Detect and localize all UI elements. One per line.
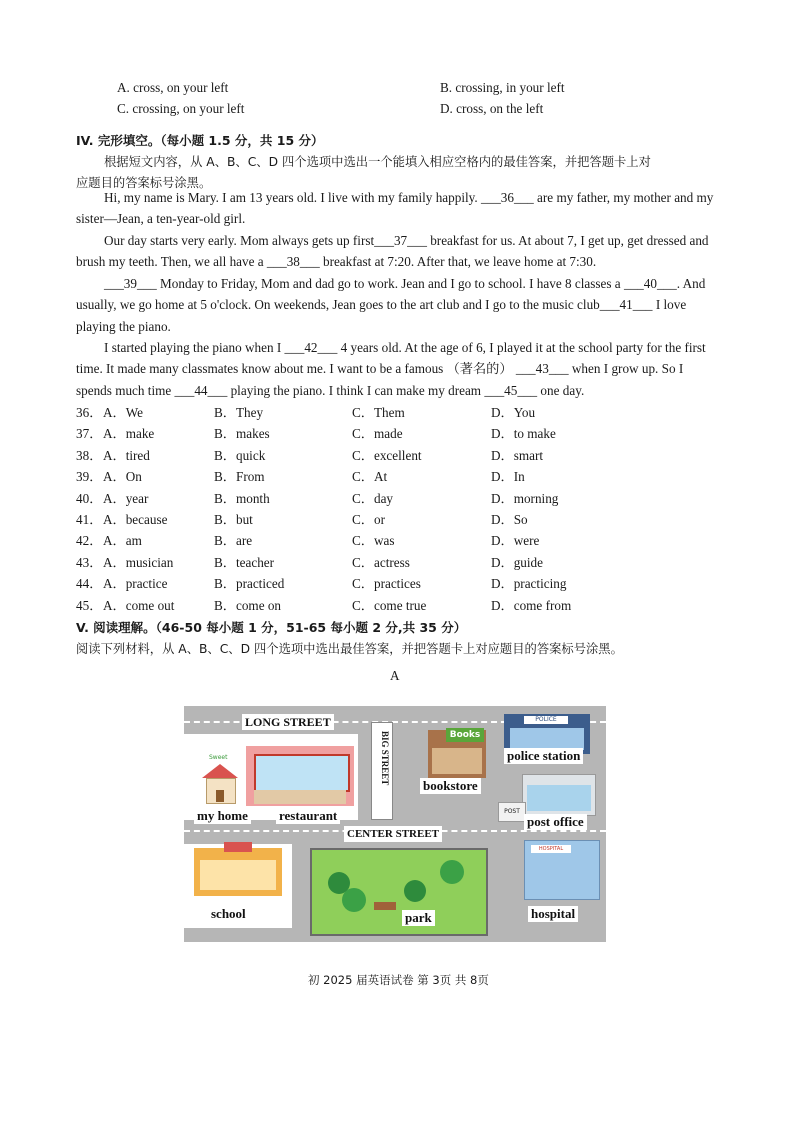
answer-option[interactable]: B．They bbox=[214, 405, 264, 420]
answer-option[interactable]: C．day bbox=[352, 490, 394, 506]
option-b-prev: B. crossing, in your left bbox=[440, 80, 565, 95]
answer-option[interactable]: C．or bbox=[352, 512, 385, 527]
answer-option[interactable]: B．quick bbox=[214, 447, 266, 463]
question-row bbox=[76, 423, 716, 444]
question-number: 45． bbox=[76, 597, 103, 613]
answer-option[interactable]: A．tired bbox=[103, 447, 150, 463]
section-5-instructions: 阅读下列材料，从 A、B、C、D 四个选项中选出最佳答案，并把答题卡上对应题目的答案标号涂黑。 bbox=[76, 642, 623, 656]
answer-option[interactable]: D．So bbox=[491, 512, 528, 527]
hospital-sign: HOSPITAL bbox=[531, 845, 571, 853]
answer-option[interactable]: A．make bbox=[103, 426, 155, 442]
question-number: 38． bbox=[76, 447, 103, 463]
bookstore-building bbox=[428, 730, 486, 778]
restaurant-label: restaurant bbox=[276, 808, 340, 824]
question-row bbox=[76, 402, 716, 423]
question-row bbox=[76, 552, 716, 573]
answer-option[interactable]: B．but bbox=[214, 512, 253, 527]
answer-option[interactable]: C．made bbox=[352, 426, 403, 442]
answer-option[interactable]: A．We bbox=[103, 405, 143, 420]
answer-option[interactable]: B．practiced bbox=[214, 576, 285, 592]
answer-option[interactable]: B．teacher bbox=[214, 554, 275, 570]
question-number: 43． bbox=[76, 554, 103, 570]
long-street-label: LONG STREET bbox=[242, 714, 334, 730]
park-label: park bbox=[402, 910, 435, 926]
answer-option[interactable]: C．Them bbox=[352, 405, 405, 420]
answer-option[interactable]: A．year bbox=[103, 490, 149, 506]
school-building bbox=[194, 848, 282, 896]
answer-option[interactable]: C．actress bbox=[352, 554, 410, 570]
section-4-title: IV. 完形填空。（每小题 1.5 分，共 15 分） bbox=[76, 133, 324, 148]
answer-option[interactable]: D．guide bbox=[491, 554, 544, 570]
question-row bbox=[76, 573, 716, 594]
big-street-label-box bbox=[371, 722, 393, 820]
answer-option[interactable]: A．musician bbox=[103, 554, 174, 570]
answer-option[interactable]: C．At bbox=[352, 469, 388, 485]
answer-option[interactable]: A．practice bbox=[103, 576, 168, 592]
answer-option[interactable]: C．excellent bbox=[352, 447, 422, 463]
answer-option[interactable]: B．come on bbox=[214, 597, 282, 613]
passage-paragraph-3: ___39___ Monday to Friday, Mom and dad go to work. Jean and I go to school. I have 8 classes a ___40___. And usually, we go home at 5 o'clock. On weekends, Jean goes to the art club and I go to the music club___41___ I love playing the piano. bbox=[76, 276, 706, 334]
page-footer: 初 2025 届英语试卷 第 3页 共 8页 bbox=[308, 973, 489, 987]
answer-option[interactable]: D．come from bbox=[491, 597, 572, 613]
part-label: A bbox=[390, 668, 400, 683]
answer-option[interactable]: D．morning bbox=[491, 490, 559, 506]
question-row bbox=[76, 488, 716, 509]
question-row bbox=[76, 466, 716, 487]
passage-paragraph-1: Hi, my name is Mary. I am 13 years old. I live with my family happily. ___36___ are my father, my mother and my sister—Jean, a ten-year-old girl. bbox=[76, 190, 714, 227]
post-van: POST bbox=[498, 802, 526, 822]
answer-option[interactable]: A．On bbox=[103, 469, 142, 485]
hospital-building bbox=[524, 840, 600, 900]
home-building bbox=[200, 754, 240, 804]
answer-option[interactable]: C．come true bbox=[352, 597, 427, 613]
question-number: 40． bbox=[76, 490, 103, 506]
question-number: 37． bbox=[76, 426, 103, 442]
question-number: 41． bbox=[76, 512, 103, 527]
answer-option[interactable]: B．are bbox=[214, 533, 253, 549]
answer-option[interactable]: C．was bbox=[352, 533, 395, 549]
section-4-instructions-line1: 根据短文内容，从 A、B、C、D 四个选项中选出一个能填入相应空格内的最佳答案，并把答题卡上对 bbox=[104, 155, 651, 169]
section-4-instructions-line2: 应题目的答案标号涂黑。 bbox=[76, 176, 212, 190]
school-label: school bbox=[208, 906, 249, 922]
answer-option[interactable]: B．month bbox=[214, 490, 270, 506]
answer-option[interactable]: A．come out bbox=[103, 597, 175, 613]
question-row bbox=[76, 530, 716, 551]
question-number: 44． bbox=[76, 576, 103, 592]
books-sign: Books bbox=[446, 728, 484, 742]
question-row bbox=[76, 445, 716, 466]
park-area bbox=[310, 848, 488, 936]
question-number: 39． bbox=[76, 469, 103, 485]
answer-option[interactable]: D．to make bbox=[491, 426, 556, 442]
answer-option[interactable]: D．You bbox=[491, 405, 536, 420]
hospital-label: hospital bbox=[528, 906, 578, 922]
answer-option[interactable]: B．From bbox=[214, 469, 265, 485]
answer-option[interactable]: C．practices bbox=[352, 576, 421, 592]
answer-option[interactable]: D．were bbox=[491, 533, 540, 549]
police-sign: POLICE bbox=[524, 716, 568, 724]
option-d-prev: D. cross, on the left bbox=[440, 101, 544, 116]
bookstore-label: bookstore bbox=[420, 778, 481, 794]
center-street-label: CENTER STREET bbox=[344, 826, 442, 842]
restaurant-building bbox=[246, 746, 354, 806]
answer-option[interactable]: A．because bbox=[103, 512, 168, 527]
answer-option[interactable]: B．makes bbox=[214, 426, 270, 442]
question-row bbox=[76, 595, 716, 616]
big-street-label: BIG STREET bbox=[380, 731, 390, 786]
option-c-prev: C. crossing, on your left bbox=[117, 101, 245, 116]
question-number: 36． bbox=[76, 405, 103, 420]
my-home-label: my home bbox=[194, 808, 251, 824]
question-row bbox=[76, 509, 716, 530]
question-number: 42． bbox=[76, 533, 103, 549]
answer-option[interactable]: D．smart bbox=[491, 447, 544, 463]
police-station-label: police station bbox=[504, 748, 583, 764]
section-5-title: V. 阅读理解。（46-50 每小题 1 分，51-65 每小题 2 分,共 35 分） bbox=[76, 620, 467, 635]
option-a-prev: A. cross, on your left bbox=[117, 80, 229, 95]
passage-paragraph-4: I started playing the piano when I ___42___ 4 years old. At the age of 6, I played it at the school party for the first time. It made many classmates know about me. I want to be a famous （著名的） ___43___ when I grow up. So I spends much time ___44___ playing the piano. I think I can make my dream ___45___ one day. bbox=[76, 340, 706, 398]
town-map bbox=[184, 706, 606, 942]
answer-option[interactable]: D．practicing bbox=[491, 576, 567, 592]
passage-paragraph-2: Our day starts very early. Mom always gets up first___37___ breakfast for us. At about 7, I get up, get dressed and brush my teeth. Then, we all have a ___38___ breakfast at 7:20. After that, we leave home at 7:30. bbox=[76, 233, 709, 270]
post-office-label: post office bbox=[524, 814, 587, 830]
answer-option[interactable]: D．In bbox=[491, 469, 525, 485]
sweet-sign: Sweet bbox=[209, 754, 228, 761]
answer-option[interactable]: A．am bbox=[103, 533, 142, 549]
post-office-building bbox=[522, 774, 596, 816]
